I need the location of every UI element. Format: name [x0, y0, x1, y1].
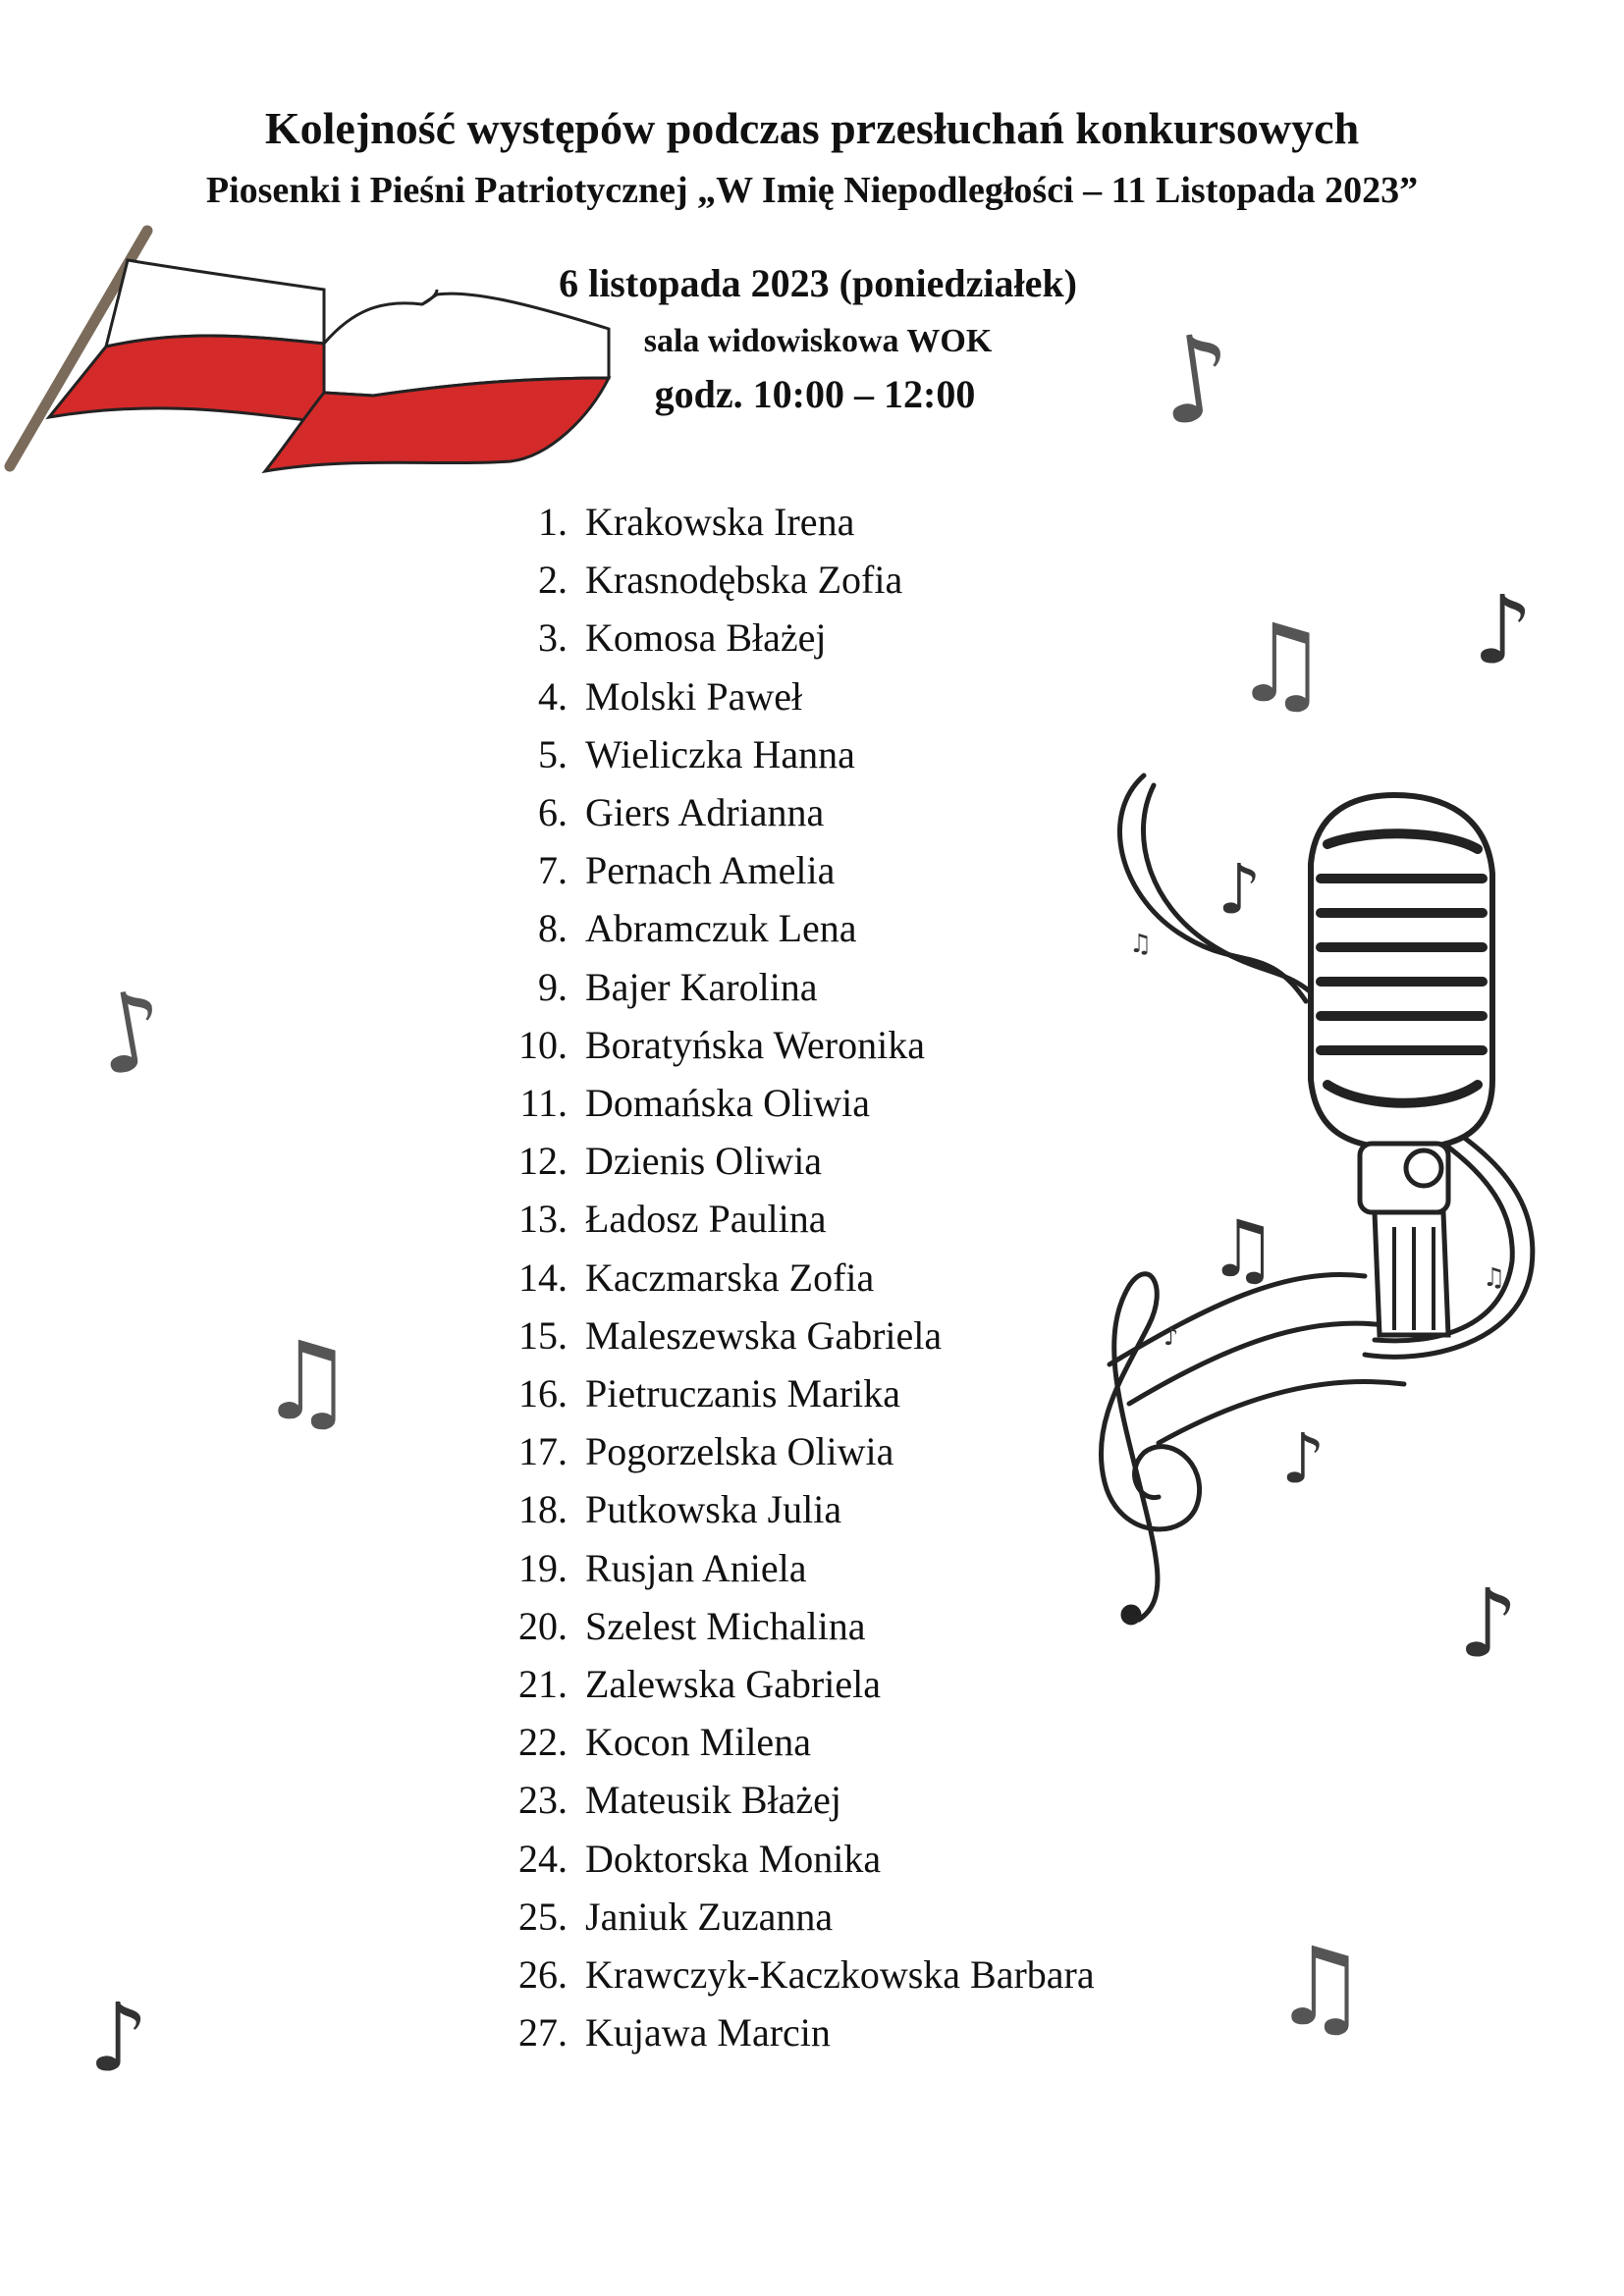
performer-name: Pernach Amelia	[585, 848, 836, 893]
performer-number: 7.	[538, 848, 568, 893]
performer-number: 20.	[518, 1603, 568, 1648]
vintage-microphone-icon	[1070, 756, 1600, 1659]
performer-name: Kujawa Marcin	[585, 2010, 831, 2056]
performer-name: Mateusik Błażej	[585, 1778, 842, 1823]
music-note-icon: ♪	[88, 1983, 149, 2093]
performer-name: Kocon Milena	[585, 1720, 811, 1765]
list-item	[393, 1539, 1095, 1597]
performer-name: Maleszewska Gabriela	[585, 1312, 943, 1358]
list-item	[393, 1132, 1095, 1190]
performer-name: Komosa Błażej	[585, 615, 827, 661]
list-item	[393, 1713, 1095, 1771]
list-item	[393, 1364, 1095, 1422]
list-item	[393, 1946, 1095, 2003]
document-subtitle: Piosenki i Pieśni Patriotycznej „W Imię Niepodległości – 11 Listopada 2023”	[205, 170, 1419, 211]
performer-name: Giers Adrianna	[585, 790, 825, 835]
performer-number: 25.	[518, 1894, 568, 1939]
list-item	[393, 1771, 1095, 1829]
svg-text:♫: ♫	[1483, 1263, 1506, 1293]
list-item	[393, 1888, 1095, 1946]
performer-name: Krakowska Irena	[585, 500, 855, 544]
music-note-icon: ♫	[1272, 1924, 1369, 2050]
session-time: godz. 10:00 – 12:00	[654, 372, 976, 416]
performer-name: Boratyńska Weronika	[585, 1022, 925, 1067]
performer-number: 13.	[518, 1197, 568, 1242]
performer-name: Szelest Michalina	[585, 1603, 866, 1648]
music-note-icon: ♪	[1473, 575, 1534, 685]
list-item	[393, 1655, 1095, 1713]
performer-name: Zalewska Gabriela	[585, 1662, 881, 1707]
performer-name: Janiuk Zuzanna	[585, 1894, 834, 1939]
document-title: Kolejność występów podczas przesłuchań konkursowych	[264, 103, 1360, 153]
svg-text:♫: ♫	[1208, 1203, 1278, 1295]
performer-number: 15.	[518, 1312, 568, 1358]
list-item	[393, 1074, 1095, 1132]
svg-text:♪: ♪	[1164, 1323, 1179, 1351]
performer-number: 27.	[518, 2010, 568, 2056]
performer-name: Domańska Oliwia	[585, 1081, 870, 1126]
performer-number: 2.	[538, 558, 568, 603]
music-note-icon: ♪	[85, 964, 176, 1101]
svg-text:♪: ♪	[1218, 849, 1262, 930]
performer-number: 1.	[538, 500, 568, 544]
performer-name: Molski Paweł	[585, 673, 803, 719]
performer-name: Wieliczka Hanna	[585, 731, 855, 776]
list-item	[393, 899, 1095, 957]
list-item	[393, 1307, 1095, 1364]
performer-number: 17.	[518, 1429, 568, 1474]
list-item	[393, 841, 1095, 899]
list-item	[393, 667, 1095, 725]
list-item	[393, 1480, 1095, 1538]
performer-name: Ładosz Paulina	[585, 1197, 827, 1242]
list-item	[393, 1422, 1095, 1480]
performer-name: Pietruczanis Marika	[585, 1371, 900, 1416]
list-item	[393, 725, 1095, 783]
list-item	[393, 1190, 1095, 1248]
performer-number: 24.	[518, 1836, 568, 1881]
performer-name: Putkowska Julia	[585, 1487, 842, 1532]
performer-number: 14.	[518, 1255, 568, 1300]
music-note-icon: ♪	[1458, 1569, 1519, 1679]
music-note-icon: ♫	[1232, 601, 1329, 726]
performer-number: 23.	[518, 1778, 568, 1823]
performer-number: 21.	[518, 1662, 568, 1707]
performer-name: Rusjan Aniela	[585, 1545, 807, 1590]
list-item	[393, 551, 1095, 609]
performer-name: Pogorzelska Oliwia	[585, 1429, 894, 1474]
list-item	[393, 958, 1095, 1016]
performer-number: 26.	[518, 1952, 568, 1998]
performer-name: Kaczmarska Zofia	[585, 1255, 875, 1300]
performer-name: Krawczyk-Kaczkowska Barbara	[585, 1952, 1095, 1998]
performer-number: 9.	[538, 964, 568, 1009]
music-note-icon: ♫	[258, 1318, 355, 1444]
list-item	[393, 1830, 1095, 1888]
performer-number: 18.	[518, 1487, 568, 1532]
performer-number: 6.	[538, 790, 568, 835]
list-item	[393, 609, 1095, 667]
performer-number: 8.	[538, 906, 568, 951]
performer-number: 19.	[518, 1545, 568, 1590]
list-item	[393, 1016, 1095, 1074]
performer-number: 16.	[518, 1371, 568, 1416]
performer-name: Krasnodębska Zofia	[585, 558, 903, 603]
list-item	[393, 1597, 1095, 1655]
list-item	[393, 1249, 1095, 1307]
performer-number: 3.	[538, 615, 568, 661]
performer-number: 10.	[518, 1022, 568, 1067]
svg-text:♪: ♪	[1281, 1418, 1326, 1499]
list-item	[393, 493, 1095, 551]
performer-number: 5.	[538, 731, 568, 776]
session-venue: sala widowiskowa WOK	[643, 323, 993, 359]
performer-number: 4.	[538, 673, 568, 719]
performer-name: Dzienis Oliwia	[585, 1139, 823, 1184]
performer-name: Bajer Karolina	[585, 964, 818, 1009]
svg-text:♫: ♫	[1129, 930, 1153, 959]
performer-list	[393, 493, 1095, 2061]
music-note-icon: ♪	[1149, 307, 1243, 454]
performer-number: 12.	[518, 1139, 568, 1184]
performer-name: Doktorska Monika	[585, 1836, 882, 1881]
performer-name: Abramczuk Lena	[585, 906, 857, 951]
list-item	[393, 2003, 1095, 2061]
performer-number: 22.	[518, 1720, 568, 1765]
list-item	[393, 783, 1095, 841]
session-date: 6 listopada 2023 (poniedziałek)	[559, 261, 1077, 305]
performer-number: 11.	[519, 1081, 568, 1126]
